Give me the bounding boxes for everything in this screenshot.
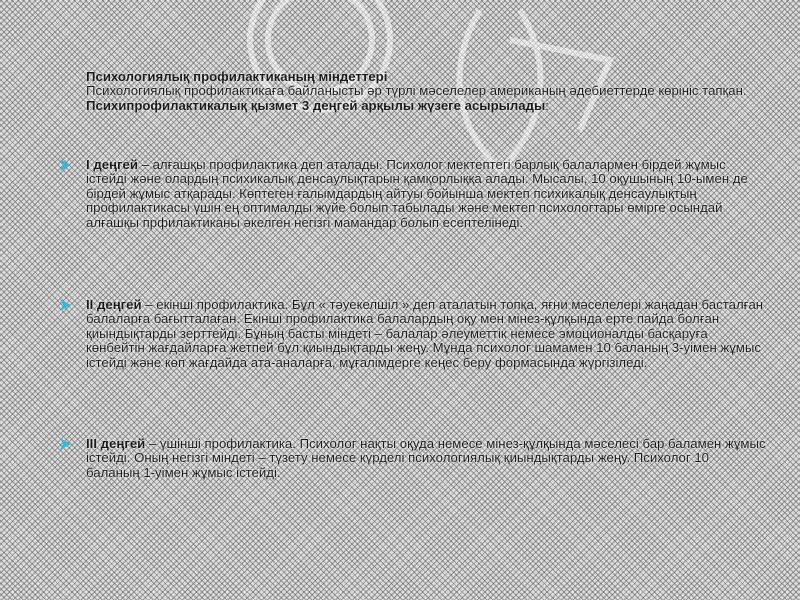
level-1-text: – алғашқы профилактика деп аталады. Психолог мектептегі барлық балалармен бірдей жұмыс істейді және олардың психикалық денсаулықтарын қамқорлыққа алады. Мысалы, 10 оқушының 10-ымен де бірдей жұмыс атқарады. Көптеген ғалымдардың айтуы бойынша мектеп психикалық денсаулықтың профилактикасы үшін ең оптималды жүйе болып табылады және мектеп психологтары өмірге осындай алғашқы прфилактиканы әкелген негізгі мамандар болып есептелінеді. [86,157,748,230]
slide-title: Психологиялық профилактиканың міндеттері [86,69,388,84]
level-3-label: III деңгей [86,436,146,451]
level-1-label: I деңгей [86,157,138,172]
level-3-paragraph [86,437,766,480]
level-3-text: – үшінші профилактика. Психолог нақты оқуда немесе мінез-құлқында мәселесі бар баламен жұмыс істейді. Оның негізгі міндеті – түзету немесе күрделі психологиялық қиындықтарды жеңу. Психолог 10 баланың 1-уімен жұмыс істейді. [86,436,766,480]
intro-text: Психологиялық профилактикаға байланысты әр түрлі мәселелер американың әдебиеттерде көрініс тапқан. [86,83,747,99]
intro-paragraph [86,70,766,113]
level-2-label: II деңгей [86,297,142,312]
level-2-paragraph [86,298,766,370]
bullet-icon [58,437,72,451]
intro-bold-text: Психипрофилактикалық қызмет 3 деңгей арқылы жүзеге асырылады [86,97,546,113]
level-1-paragraph [86,158,766,230]
level-2-text: – екінші профилактика. Бұл « тәуекелшіл » деп аталатын топқа, яғни мәселелері жаңадан басталған балаларға бағытталаған. Екінші профилактика балалардың оқу мен мінез-құлқында ерте пайда болған қиындықтарды зерттейді. Бұның басты міндеті – балалар әлеуметтік немесе эмоционалды басқаруға көнбейтін жағдайларға жетпей бұл қиындықтарды жеңу. Мұнда психолог шамамен 10 баланың 3-уімен жұмыс істейді және көп жағдайда ата-аналарға, мұғалімдерге кеңес беру формасында жүргізіледі. [86,297,764,370]
intro-end: : [545,97,549,113]
bullet-icon [58,298,72,312]
bullet-icon [58,158,72,172]
